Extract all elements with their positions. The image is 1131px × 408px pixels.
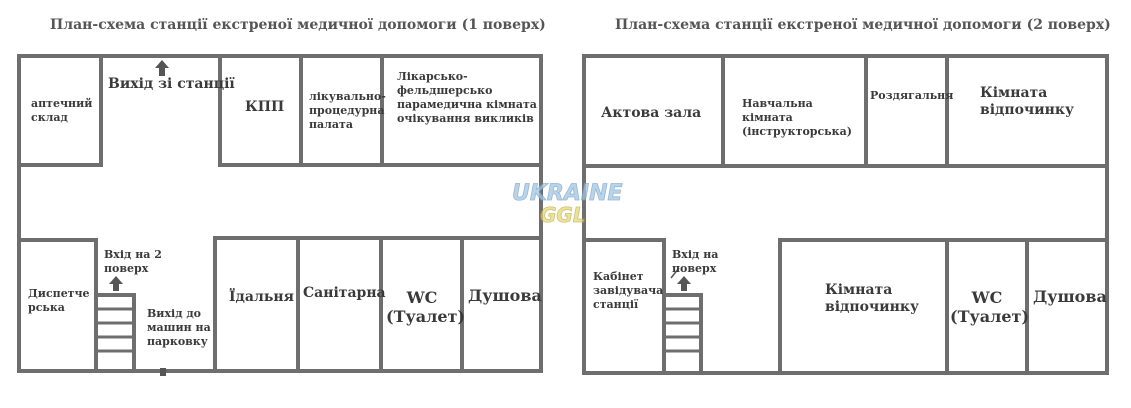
floor2-room-shower-label: Душова: [1033, 287, 1107, 306]
room-training-label: Навчальна кімната (інструкторська): [742, 97, 852, 138]
svg-text:UKRAINE: UKRAINE: [512, 181, 623, 206]
exit-station-label: Вихід зі станції: [108, 76, 235, 92]
room-paramedic-label: Лікарсько-фельдшерсько парамедична кімната очікування викликів: [397, 70, 537, 125]
floor2-title: План-схема станції екстреної медичної допомоги (2 поверх): [615, 17, 1111, 33]
room-treatment-label: лікувально-процедурна палата: [309, 90, 386, 131]
room-sanitary-label: Санітарна: [303, 285, 386, 301]
room-hall-label: Актова зала: [601, 105, 702, 121]
floor2-room-wc-label: WC (Туалет): [950, 288, 1030, 326]
entry-floor2-label: Вхід на 2 поверх: [104, 248, 162, 275]
watermark-logo: [510, 176, 625, 226]
room-rest-top-label: Кімната відпочинку: [980, 85, 1074, 118]
exit-arrow-icon: [155, 60, 169, 76]
floor1-title: План-схема станції екстреної медичної допомоги (1 поверх): [50, 17, 546, 33]
parking-arrow-icon: [160, 368, 166, 376]
room-rest-bottom-label: Кімната відпочинку: [825, 282, 919, 315]
room-head-office-label: Кабінет завідувача станції: [593, 270, 664, 311]
room-dispatcher-label: Диспетчерська: [28, 287, 90, 314]
svg-text:GGL: GGL: [540, 203, 586, 226]
exit-parking-label: Вихід до машин на парковку: [147, 307, 211, 348]
room-wc-label: WC (Туалет): [386, 288, 466, 326]
floor2-up-arrow-icon: [109, 276, 123, 291]
room-dining-label: Їдальня: [229, 289, 294, 305]
room-pharmacy-label: аптечний склад: [31, 97, 93, 124]
room-shower-label: Душова: [468, 286, 542, 305]
floor2-entry-arrow-icon: [677, 276, 691, 291]
room-kpp-label: КПП: [245, 99, 285, 115]
entry-floor-label: Вхід на поверх: [672, 248, 719, 275]
room-dressing-label: Роздягальня: [870, 89, 954, 102]
